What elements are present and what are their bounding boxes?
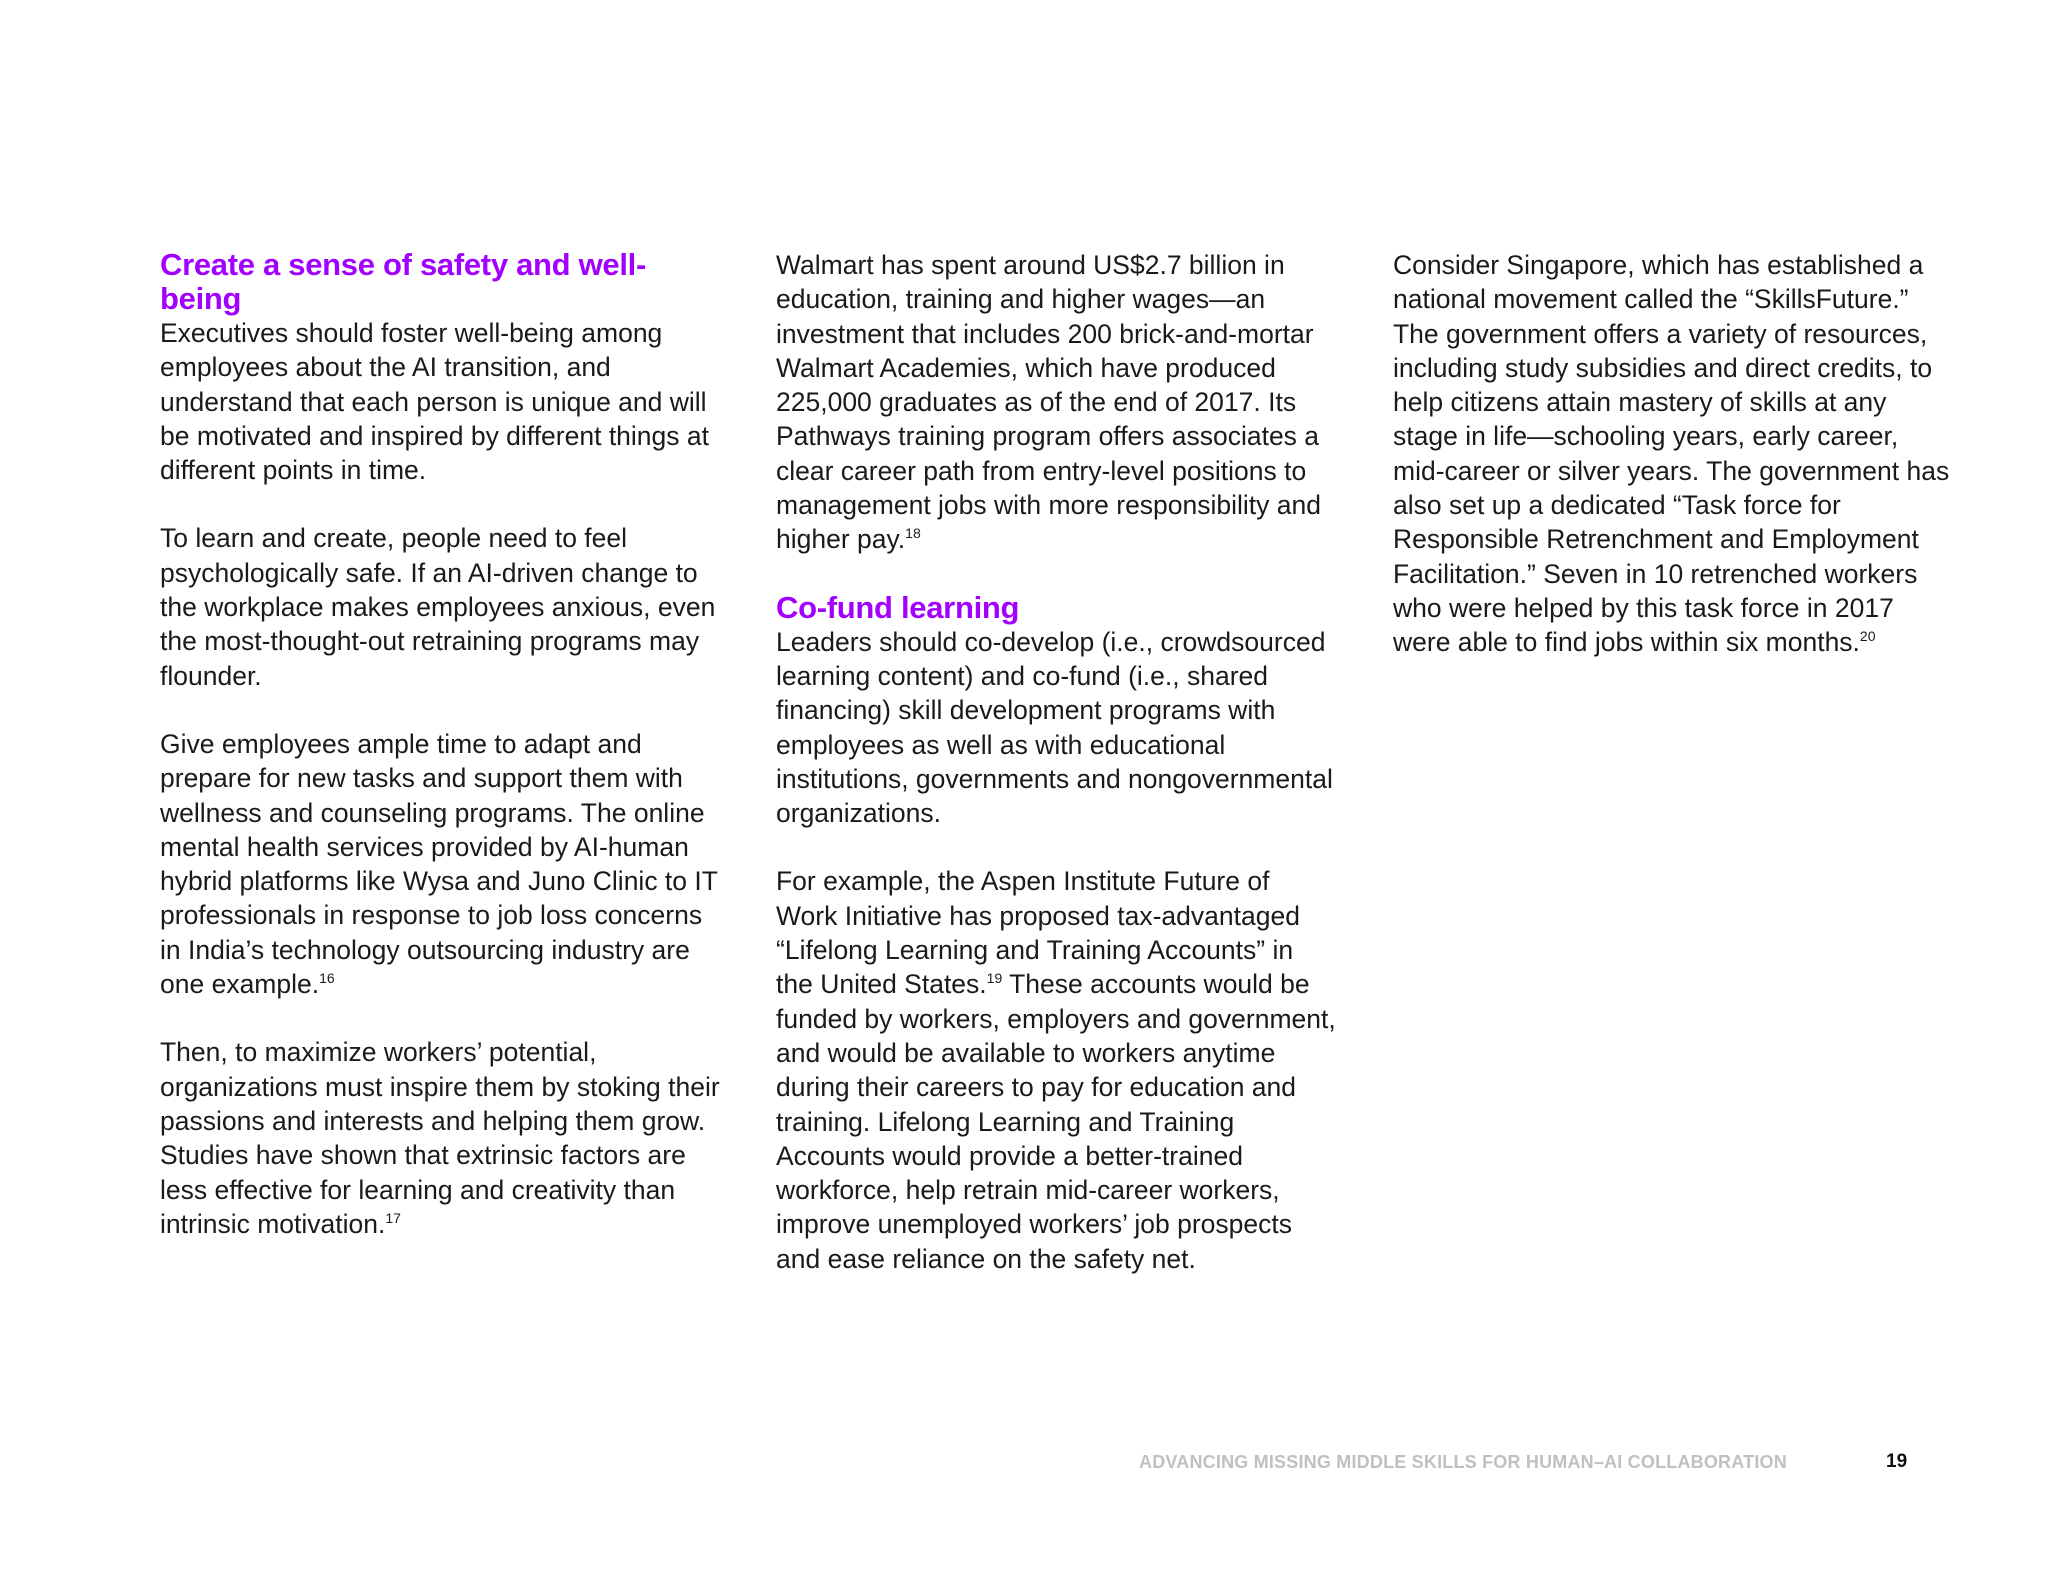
paragraph-text: Give employees ample time to adapt and prepare for new tasks and support them with wellness and counseling programs. The online mental health services provided by AI-human hybrid platforms like Wysa and Juno Clinic to IT professionals in response to job loss concerns in India’s technology outsourcing industry are one example. [160, 728, 718, 1000]
paragraph [160, 727, 720, 1001]
column-middle [776, 248, 1336, 1310]
column-right [1393, 248, 1953, 694]
paragraph-text: Leaders should co-develop (i.e., crowdsourced learning content) and co-fund (i.e., shared financing) skill development programs with employees as well as with educational institutions, governments and nongovernmental organizations. [776, 626, 1333, 829]
paragraph-text: For example, the Aspen Institute Future of Work Initiative has proposed tax-advantaged “Lifelong Learning and Training Accounts” in the United States. [776, 866, 1300, 1000]
footer-title: ADVANCING MISSING MIDDLE SKILLS FOR HUMAN–AI COLLABORATION [1139, 1452, 1787, 1472]
page-number: 19 [1886, 1451, 1908, 1472]
footnote-ref-18[interactable]: 18 [905, 525, 921, 542]
paragraph-text: Executives should foster well-being among employees about the AI transition, and understand that each person is unique and will be motivated and inspired by different things at different points in time. [160, 318, 709, 486]
paragraph-text: Walmart has spent around US$2.7 billion in education, training and higher wages—an investment that includes 200 brick-and-mortar Walmart Academies, which have produced 225,000 graduates as of the end of 2017. Its Pathways training program offers associates a clear career path from entry-level positions to management jobs with more responsibility and higher pay. [776, 250, 1321, 555]
paragraph-text: To learn and create, people need to feel psychologically safe. If an AI-driven change to the workplace makes employees anxious, even the most-thought-out retraining programs may flounder. [160, 523, 716, 691]
footnote-ref-20[interactable]: 20 [1859, 628, 1876, 645]
paragraph-text: These accounts would be funded by workers, employers and government, and would be available to workers anytime during their careers to pay for education and training. Lifelong Learning and Training Accounts would provide a better-trained workforce, help retrain mid-career workers, improve unemployed workers’ job prospects and ease reliance on the safety net. [776, 969, 1336, 1274]
footnote-ref-19[interactable]: 19 [986, 970, 1003, 987]
column-left [160, 248, 720, 1275]
paragraph [160, 521, 720, 692]
section-heading-safety: Create a sense of safety and well-being [160, 247, 646, 316]
footnote-ref-17[interactable]: 17 [385, 1210, 401, 1226]
paragraph [1393, 248, 1953, 660]
paragraph [776, 864, 1336, 1276]
paragraph-text: Consider Singapore, which has established a national movement called the “SkillsFuture.” The government offers a variety of resources, including study subsidies and direct credits, to help citizens attain mastery of skills at any stage in life—schooling years, early career, mid-career or silver years. The government has also set up a dedicated “Task force for Responsible Retrenchment and Employment Facilitation.” Seven in 10 retrenched workers who were helped by this task force in 2017 were able to find jobs within six months. [1393, 250, 1950, 658]
paragraph-text: Then, to maximize workers’ potential, organizations must inspire them by stoking their passions and interests and helping them grow. Studies have shown that extrinsic factors are less effective for learning and creativity than intrinsic motivation. [160, 1037, 720, 1239]
footnote-ref-16[interactable]: 16 [319, 970, 335, 987]
paragraph [160, 1035, 720, 1241]
section-heading-cofund: Co-fund learning [776, 589, 1020, 625]
paragraph [776, 625, 1336, 831]
paragraph [776, 248, 1336, 557]
paragraph [160, 316, 720, 487]
